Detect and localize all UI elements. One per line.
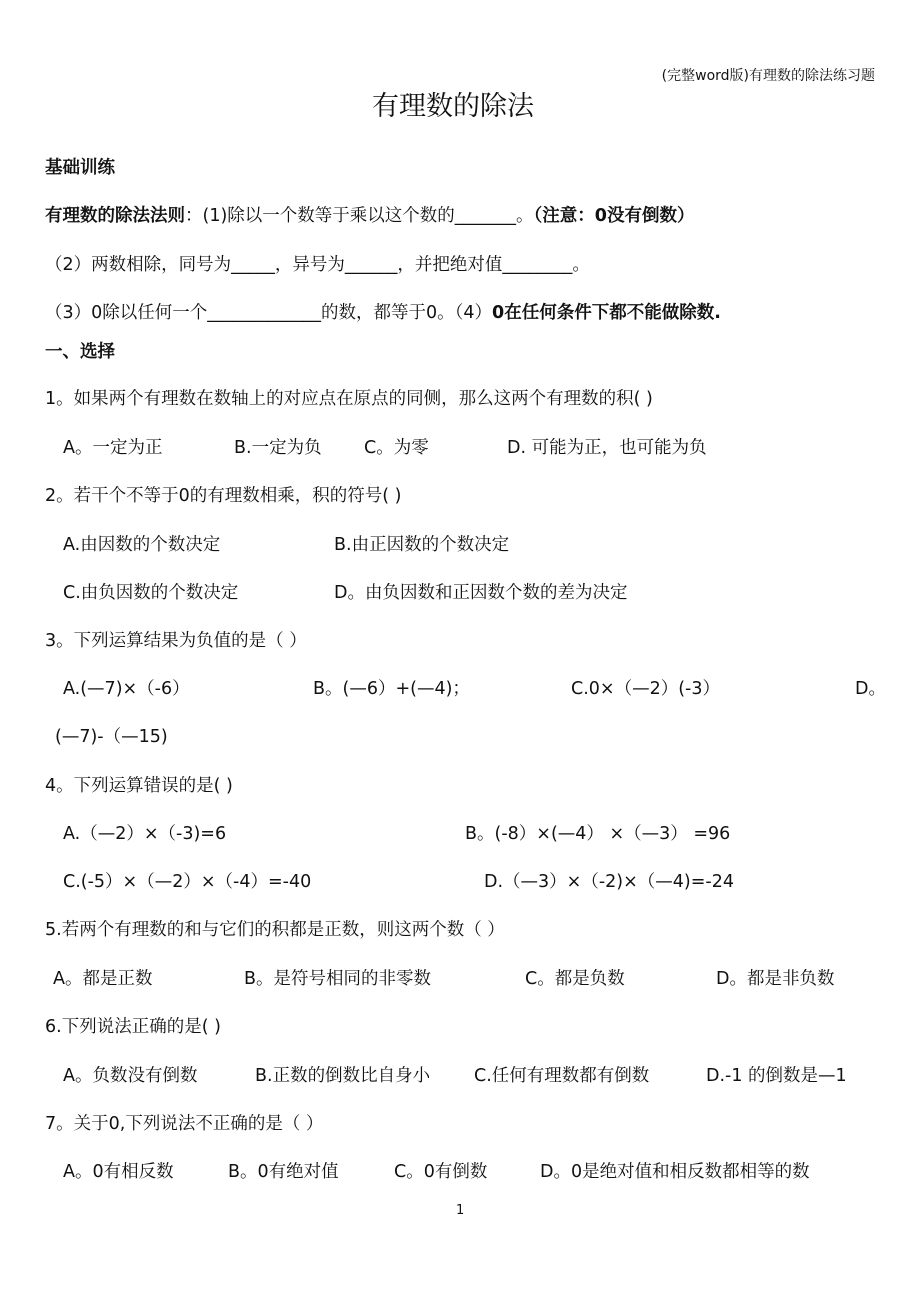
question-2-option-c: C.由负因数的个数决定 xyxy=(63,583,239,603)
question-4-option-b: B。(-8）×(—4） ×（—3） =96 xyxy=(465,824,731,844)
question-6-stem: 6.下列说法正确的是( ) xyxy=(45,1017,221,1037)
question-4-option-a: A.（—2）×（-3)=6 xyxy=(63,824,227,844)
question-3-stem: 3。下列运算结果为负值的是（ ） xyxy=(45,631,307,651)
question-2-option-b: B.由正因数的个数决定 xyxy=(334,535,510,555)
question-6-option-d: D.-1 的倒数是—1 xyxy=(706,1066,847,1086)
header-doc-title: (完整word版)有理数的除法练习题 xyxy=(661,68,875,84)
question-4-option-c: C.(-5）×（—2）×（-4）=-40 xyxy=(63,872,312,892)
question-1-stem: 1。如果两个有理数在数轴上的对应点在原点的同侧，那么这两个有理数的积( ) xyxy=(45,389,653,409)
question-7-option-b: B。0有绝对值 xyxy=(228,1162,339,1182)
rule-line-2: （2）两数相除，同号为_____，异号为______，并把绝对值________。 xyxy=(45,255,590,275)
question-3-option-d: (—7)-（—15) xyxy=(55,727,168,747)
question-4-option-d: D.（—3）×（-2)×（—4)=-24 xyxy=(484,872,734,892)
question-7-stem: 7。关于0,下列说法不正确的是（ ） xyxy=(45,1114,324,1134)
question-3-option-a: A.(—7)×（-6） xyxy=(63,679,190,699)
question-3-option-c: C.0×（—2）(-3） xyxy=(571,679,720,699)
rule-line-1 xyxy=(45,204,694,228)
question-4-stem: 4。下列运算错误的是( ) xyxy=(45,776,233,796)
rule-line-1-text: ：(1)除以一个数等于乘以这个数的_______。 xyxy=(185,206,534,226)
question-5-option-d: D。都是非负数 xyxy=(716,969,835,989)
question-3-option-d-label: D。 xyxy=(855,679,886,699)
rule-line-3-text: （3）0除以任何一个_____________的数，都等于0。（4） xyxy=(45,303,493,323)
section-choice-heading: 一、选择 xyxy=(45,342,115,362)
rule-line-3 xyxy=(45,301,721,325)
question-2-option-a: A.由因数的个数决定 xyxy=(63,535,221,555)
question-2-option-d: D。由负因数和正因数个数的差为决定 xyxy=(334,583,628,603)
question-7-option-c: C。0有倒数 xyxy=(394,1162,488,1182)
rule-line-1-bold: 有理数的除法法则 xyxy=(45,206,185,226)
rule-line-3-bold: 0在任何条件下都不能做除数. xyxy=(492,303,721,323)
page-number: 1 xyxy=(456,1203,465,1218)
question-5-stem: 5.若两个有理数的和与它们的积都是正数，则这两个数（ ） xyxy=(45,920,505,940)
question-7-option-d: D。0是绝对值和相反数都相等的数 xyxy=(540,1162,810,1182)
question-5-option-b: B。是符号相同的非零数 xyxy=(244,969,432,989)
page-title: 有理数的除法 xyxy=(372,91,534,122)
question-3-option-b: B。(—6）+(—4)； xyxy=(313,679,470,699)
question-6-option-b: B.正数的倒数比自身小 xyxy=(255,1066,431,1086)
question-1-option-a: A。一定为正 xyxy=(63,438,163,458)
section-basic-heading: 基础训练 xyxy=(45,158,115,178)
question-1-option-c: C。为零 xyxy=(364,438,429,458)
question-6-option-a: A。负数没有倒数 xyxy=(63,1066,198,1086)
question-1-option-d: D. 可能为正，也可能为负 xyxy=(507,438,707,458)
question-5-option-a: A。都是正数 xyxy=(53,969,153,989)
question-7-option-a: A。0有相反数 xyxy=(63,1162,174,1182)
question-5-option-c: C。都是负数 xyxy=(525,969,625,989)
question-1-option-b: B.一定为负 xyxy=(234,438,322,458)
question-6-option-c: C.任何有理数都有倒数 xyxy=(474,1066,650,1086)
question-2-stem: 2。若干个不等于0的有理数相乘，积的符号( ) xyxy=(45,486,402,506)
rule-line-1-note: （注意：0没有倒数） xyxy=(533,206,695,226)
